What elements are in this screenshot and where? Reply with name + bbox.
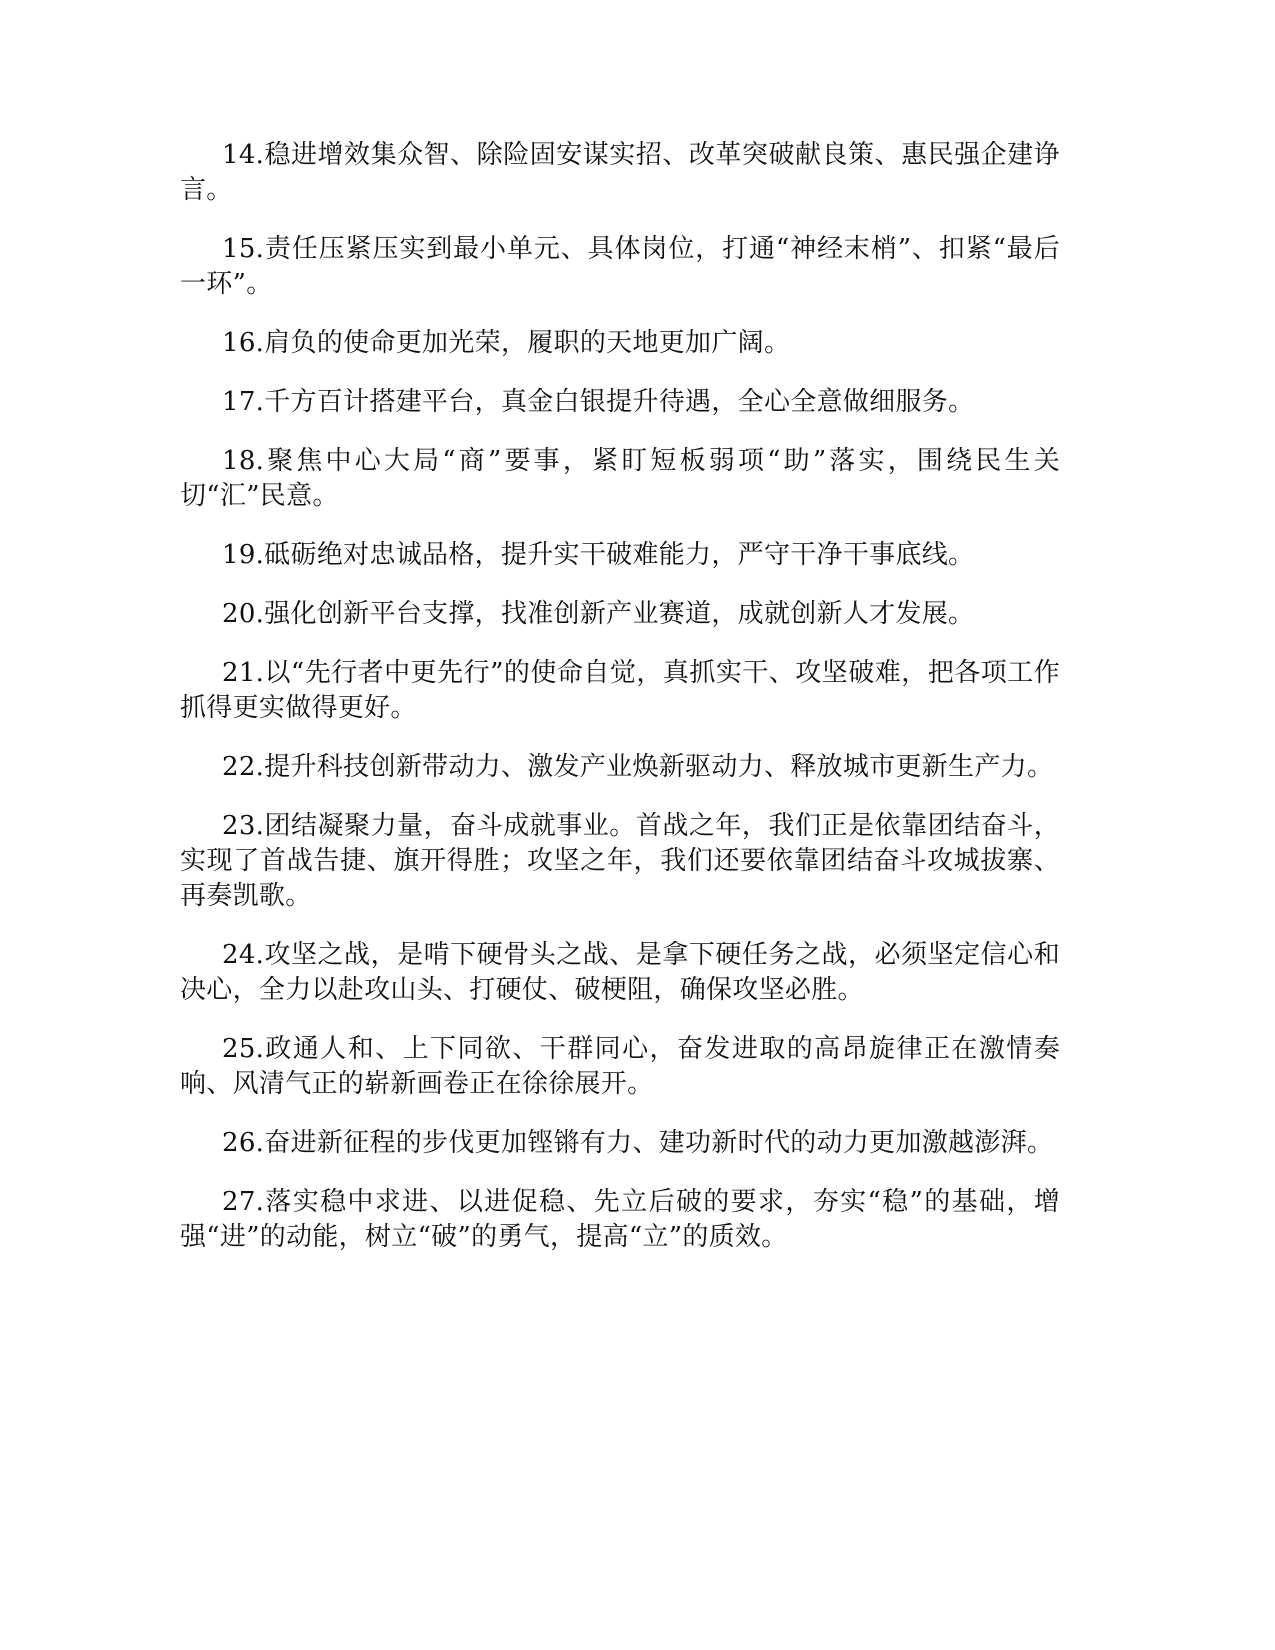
paragraph-16: 16.肩负的使命更加光荣，履职的天地更加广阔。 <box>222 328 791 358</box>
paragraph-17: 17.千方百计搭建平台，真金白银提升待遇，全心全意做细服务。 <box>222 387 975 417</box>
document-body <box>180 138 1060 1279</box>
paragraph-26: 26.奋进新征程的步伐更加铿锵有力、建功新时代的动力更加激越澎湃。 <box>222 1128 1054 1158</box>
paragraph-24: 24.攻坚之战，是啃下硬骨头之战、是拿下硬任务之战，必须坚定信心和决心，全力以赴攻山头、打硬仗、破梗阻，确保攻坚必胜。 <box>180 940 1060 1005</box>
paragraph-21: 21.以“先行者中更先行”的使命自觉，真抓实干、攻坚破难，把各项工作抓得更实做得更好。 <box>180 658 1060 723</box>
paragraph-27: 27.落实稳中求进、以进促稳、先立后破的要求，夯实“稳”的基础，增强“进”的动能，树立“破”的勇气，提高“立”的质效。 <box>180 1187 1060 1252</box>
paragraph-15: 15.责任压紧压实到最小单元、具体岗位，打通“神经末梢”、扣紧“最后一环”。 <box>180 234 1060 299</box>
paragraph-19: 19.砥砺绝对忠诚品格，提升实干破难能力，严守干净干事底线。 <box>222 540 975 570</box>
paragraph-20: 20.强化创新平台支撑，找准创新产业赛道，成就创新人才发展。 <box>222 599 975 629</box>
paragraph-25: 25.政通人和、上下同欲、干群同心，奋发进取的高昂旋律正在激情奏响、风清气正的崭新画卷正在徐徐展开。 <box>180 1034 1060 1099</box>
paragraph-18: 18.聚焦中心大局“商”要事，紧盯短板弱项“助”落实，围绕民生关切“汇”民意。 <box>180 446 1060 511</box>
paragraph-23: 23.团结凝聚力量，奋斗成就事业。首战之年，我们正是依靠团结奋斗，实现了首战告捷、旗开得胜；攻坚之年，我们还要依靠团结奋斗攻城拔寨、再奏凯歌。 <box>180 811 1060 911</box>
paragraph-22: 22.提升科技创新带动力、激发产业焕新驱动力、释放城市更新生产力。 <box>222 752 1054 782</box>
paragraph-14: 14.稳进增效集众智、除险固安谋实招、改革突破献良策、惠民强企建诤言。 <box>180 140 1060 205</box>
